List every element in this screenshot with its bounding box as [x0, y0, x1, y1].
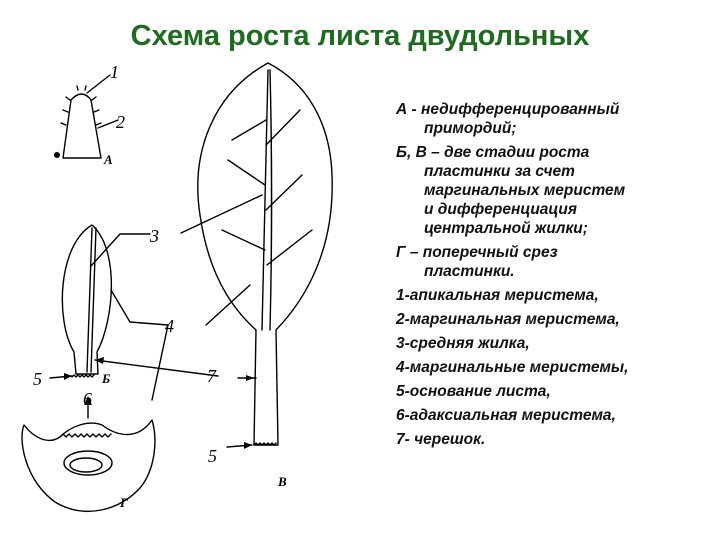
legend-line: 3-средняя жилка,	[396, 335, 530, 352]
legend-line: центральной жилки;	[424, 220, 588, 237]
legend	[396, 100, 716, 454]
label-2: 2	[116, 112, 125, 132]
legend-line: и дифференциация	[424, 201, 578, 218]
legend-entry	[396, 243, 716, 281]
label-4: 4	[165, 316, 174, 336]
label-3: 3	[150, 226, 159, 246]
label-stage-b: Б	[102, 371, 111, 386]
primordium-a	[61, 75, 118, 158]
label-stage-a: А	[104, 152, 113, 167]
legend-entry	[396, 334, 716, 353]
legend-entry	[396, 100, 716, 138]
leaf-stage-v	[181, 63, 332, 447]
legend-line: пластинки.	[424, 263, 515, 280]
slide-title: Схема роста листа двудольных	[130, 20, 590, 52]
label-6: 6	[83, 389, 92, 409]
legend-line: Б, В – две стадии роста	[396, 144, 590, 161]
label-5-stage-v: 5	[208, 446, 217, 466]
legend-line: 1-апикальная меристема,	[396, 287, 599, 304]
label-1: 1	[110, 62, 119, 82]
legend-entry	[396, 430, 716, 449]
legend-line: 6-адаксиальная меристема,	[396, 407, 616, 424]
label-stage-g: Г	[120, 495, 128, 510]
legend-line: Г – поперечный срез	[396, 244, 558, 261]
legend-line: маргинальных меристем	[424, 182, 626, 199]
legend-line: 2-маргинальная меристема,	[396, 311, 620, 328]
legend-line: примордий;	[424, 120, 517, 137]
cross-section-g	[22, 398, 155, 511]
legend-line: 4-маргинальные меристемы,	[396, 359, 629, 376]
legend-line: А - недифференцированный	[396, 101, 620, 118]
legend-line: пластинки за счет	[424, 163, 575, 180]
label-5-stage-b: 5	[33, 369, 42, 389]
legend-line: 5-основание листа,	[396, 383, 551, 400]
legend-entry	[396, 310, 716, 329]
legend-entry	[396, 358, 716, 377]
leaf-stage-b	[50, 225, 218, 378]
legend-entry	[396, 382, 716, 401]
label-7: 7	[207, 366, 216, 386]
legend-entry	[396, 406, 716, 425]
legend-entry	[396, 286, 716, 305]
legend-entry	[396, 143, 716, 238]
label-stage-v: В	[278, 474, 287, 489]
legend-line: 7- черешок.	[396, 431, 486, 448]
